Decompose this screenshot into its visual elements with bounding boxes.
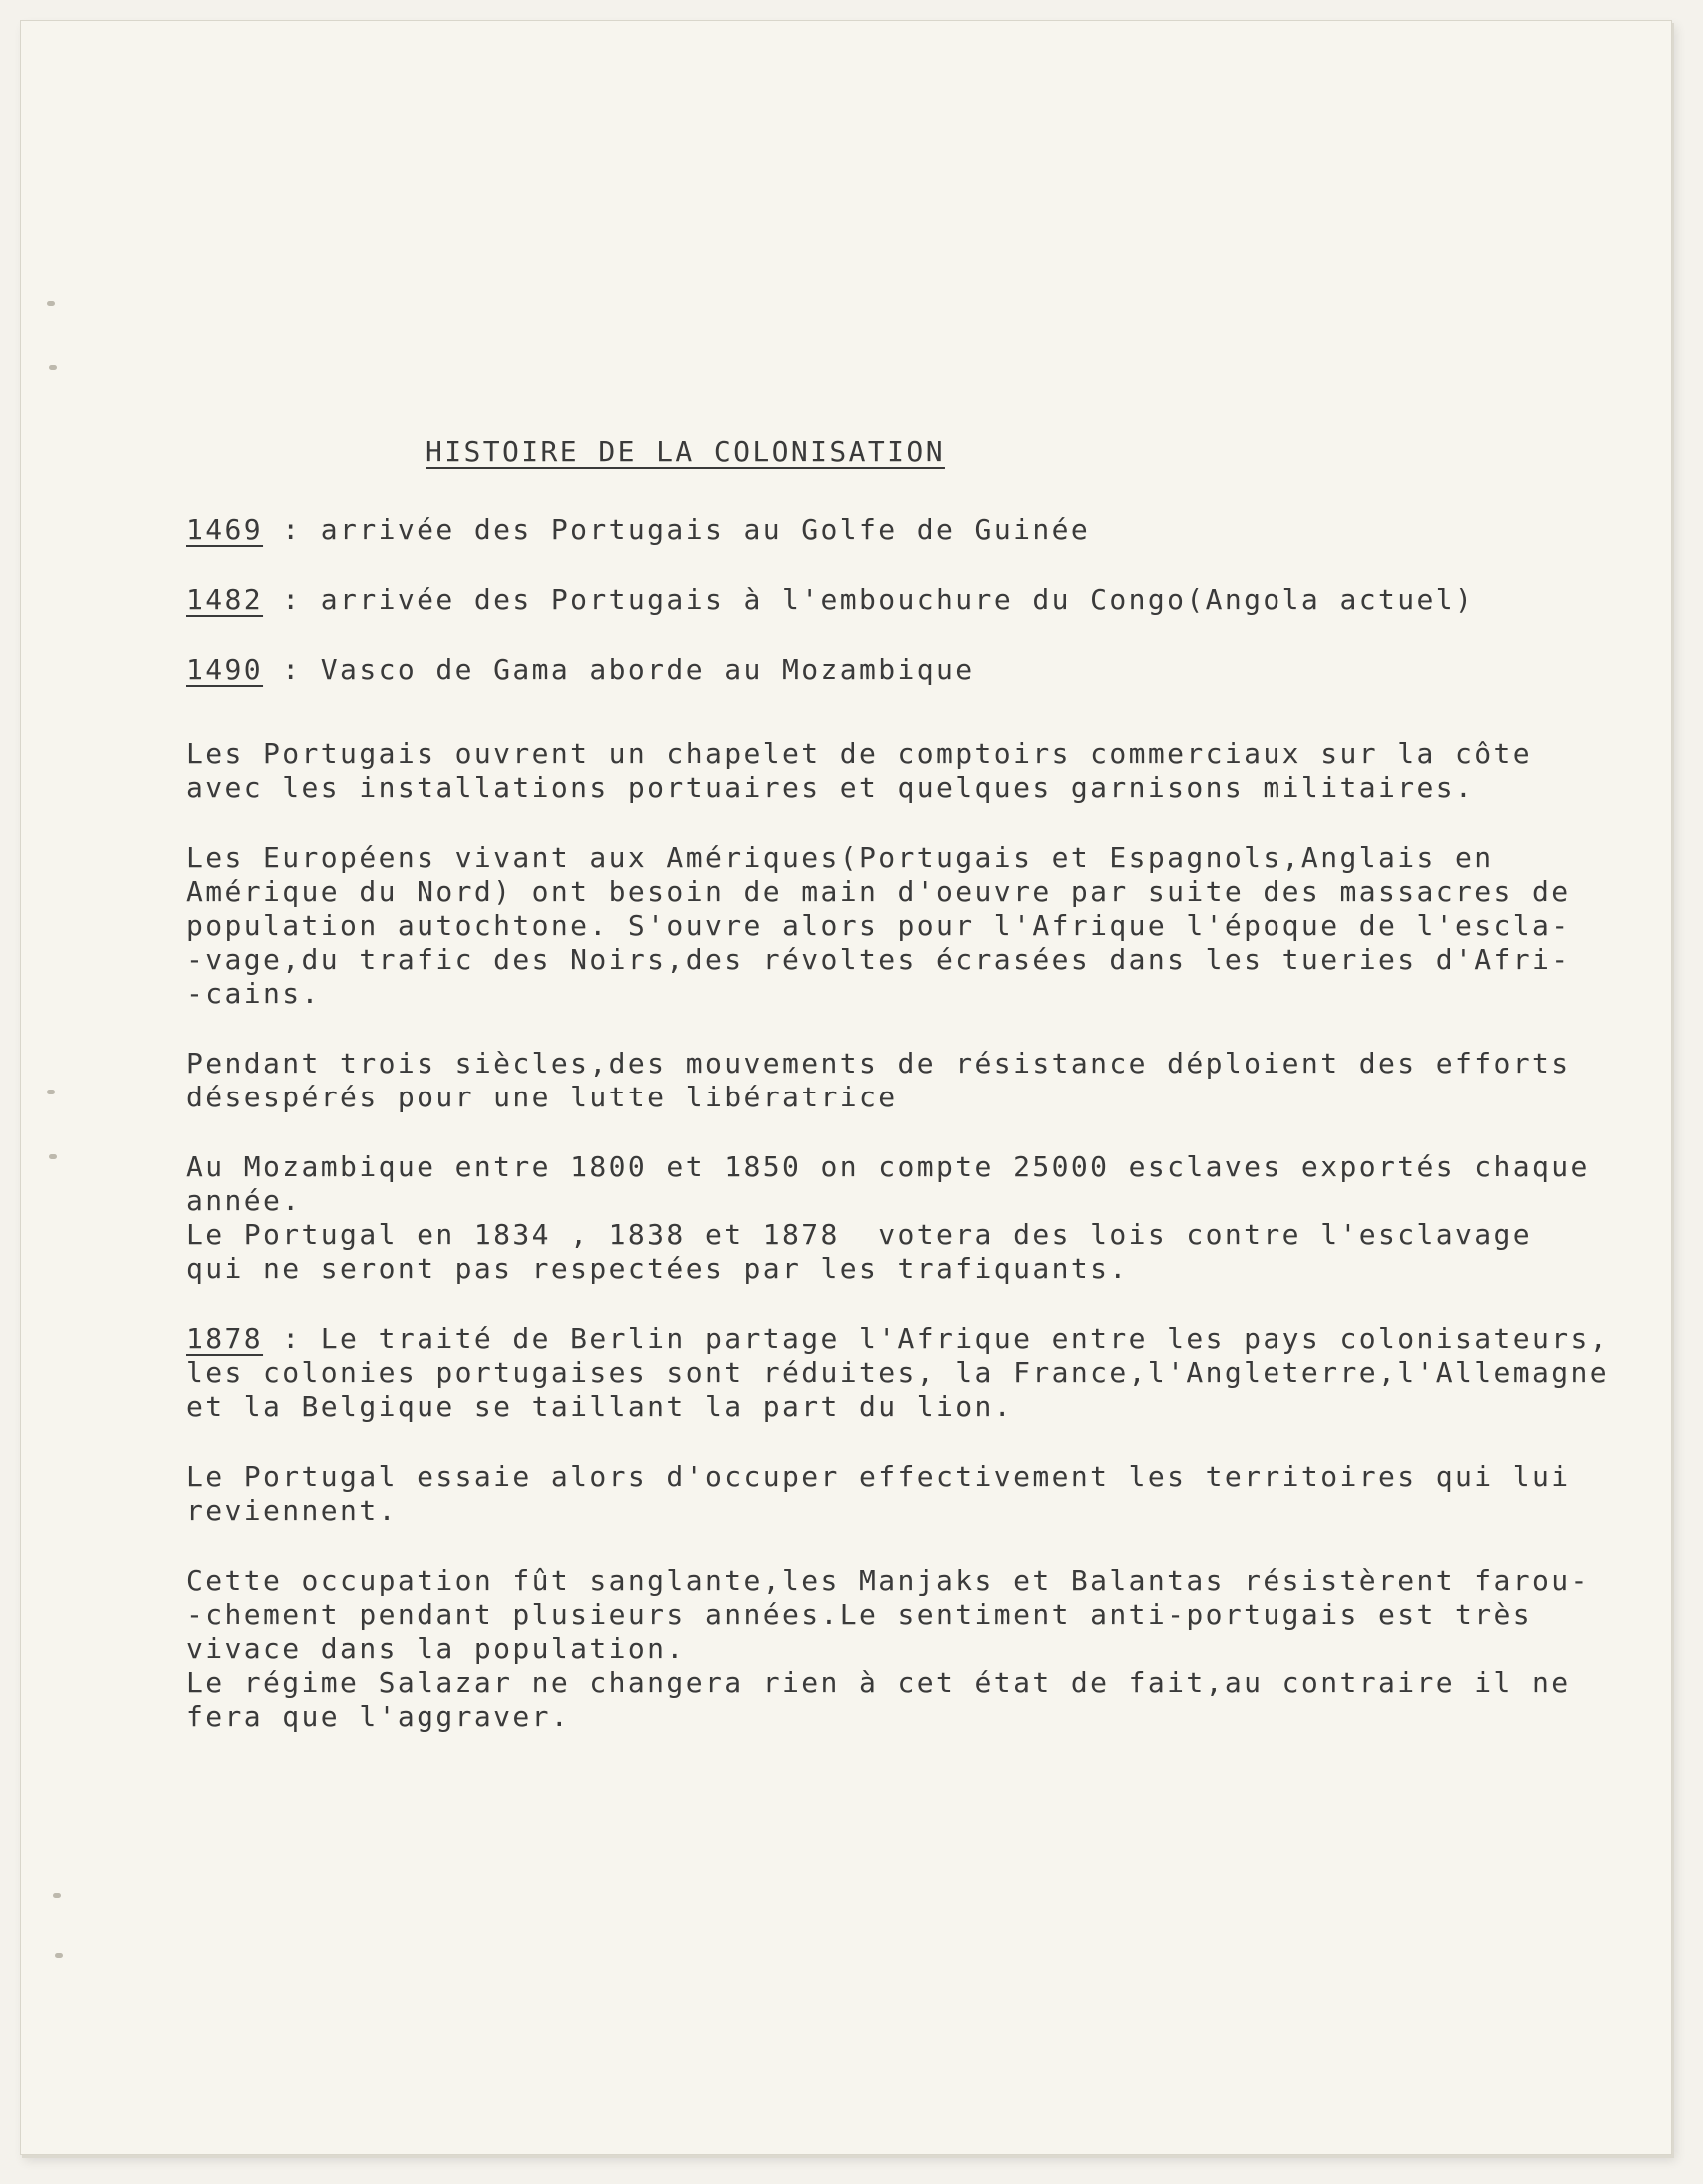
paragraph-salazar <box>186 1666 1654 1734</box>
punch-hole-mark <box>47 1090 55 1094</box>
typed-document <box>186 435 1654 1770</box>
paragraph-lois <box>186 1218 1654 1286</box>
paragraph-line: reviennent. <box>186 1494 398 1527</box>
paragraph-line: les colonies portugaises sont réduites, la France,l'Angleterre,l'Allemagne <box>186 1356 1610 1389</box>
punch-hole-mark <box>53 1893 61 1898</box>
punch-hole-mark <box>47 301 55 306</box>
paper-sheet <box>20 20 1672 2155</box>
paragraph-line: qui ne seront pas respectées par les trafiquants. <box>186 1252 1129 1285</box>
paragraph-line: -cains. <box>186 977 321 1010</box>
entry-year: 1490 <box>186 653 264 686</box>
punch-hole-mark <box>55 1953 63 1958</box>
timeline-entry <box>186 513 1654 547</box>
paragraph-line: fera que l'aggraver. <box>186 1700 571 1733</box>
paragraph-resistance <box>186 1047 1654 1114</box>
document-title: HISTOIRE DE LA COLONISATION <box>426 435 945 468</box>
paragraph-line: désespérés pour une lutte libératrice <box>186 1081 898 1113</box>
entry-year: 1878 <box>186 1322 264 1355</box>
paragraph-line: -chement pendant plusieurs années.Le sentiment anti-portugais est très <box>186 1598 1533 1631</box>
paragraph-esclavage <box>186 841 1654 1011</box>
entry-text: : arrivée des Portugais à l'embouchure du Congo(Angola actuel) <box>263 583 1475 616</box>
paragraph-line: année. <box>186 1184 302 1217</box>
timeline-entry-berlin <box>186 1322 1654 1424</box>
entry-text: : Vasco de Gama aborde au Mozambique <box>263 653 975 686</box>
paragraph-line: Le Portugal en 1834 , 1838 et 1878 votera des lois contre l'esclavage <box>186 1218 1533 1251</box>
paragraph-manjaks <box>186 1564 1654 1666</box>
paragraph-comptoirs <box>186 737 1654 805</box>
paragraph-occupation <box>186 1460 1654 1528</box>
entry-text: : Le traité de Berlin partage l'Afrique entre les pays colonisateurs, <box>263 1322 1610 1355</box>
paragraph-line: Les Européens vivant aux Amériques(Portugais et Espagnols,Anglais en <box>186 841 1494 874</box>
entry-year: 1469 <box>186 513 264 546</box>
paragraph-line: et la Belgique se taillant la part du lion. <box>186 1390 1014 1423</box>
paragraph-line: Le régime Salazar ne changera rien à cet état de fait,au contraire il ne <box>186 1666 1571 1699</box>
paragraph-line: Le Portugal essaie alors d'occuper effectivement les territoires qui lui <box>186 1460 1571 1493</box>
paragraph-line: Cette occupation fût sanglante,les Manjaks et Balantas résistèrent farou- <box>186 1564 1590 1597</box>
paragraph-line: Amérique du Nord) ont besoin de main d'oeuvre par suite des massacres de <box>186 875 1571 908</box>
paragraph-mozambique <box>186 1150 1654 1218</box>
paragraph-line: -vage,du trafic des Noirs,des révoltes écrasées dans les tueries d'Afri- <box>186 943 1571 976</box>
paragraph-line: Au Mozambique entre 1800 et 1850 on compte 25000 esclaves exportés chaque <box>186 1150 1590 1183</box>
punch-hole-mark <box>49 365 57 370</box>
entry-text: : arrivée des Portugais au Golfe de Guinée <box>263 513 1091 546</box>
paragraph-line <box>186 1322 1654 1356</box>
timeline-entry <box>186 653 1654 687</box>
paragraph-line: population autochtone. S'ouvre alors pour l'Afrique l'époque de l'escla- <box>186 909 1571 942</box>
paragraph-line: Pendant trois siècles,des mouvements de résistance déploient des efforts <box>186 1047 1571 1080</box>
punch-hole-mark <box>49 1154 57 1159</box>
timeline-entry <box>186 583 1654 617</box>
paragraph-line: vivace dans la population. <box>186 1632 686 1665</box>
paragraph-line: Les Portugais ouvrent un chapelet de comptoirs commerciaux sur la côte <box>186 737 1533 770</box>
entry-year: 1482 <box>186 583 264 616</box>
paragraph-line: avec les installations portuaires et quelques garnisons militaires. <box>186 771 1475 804</box>
